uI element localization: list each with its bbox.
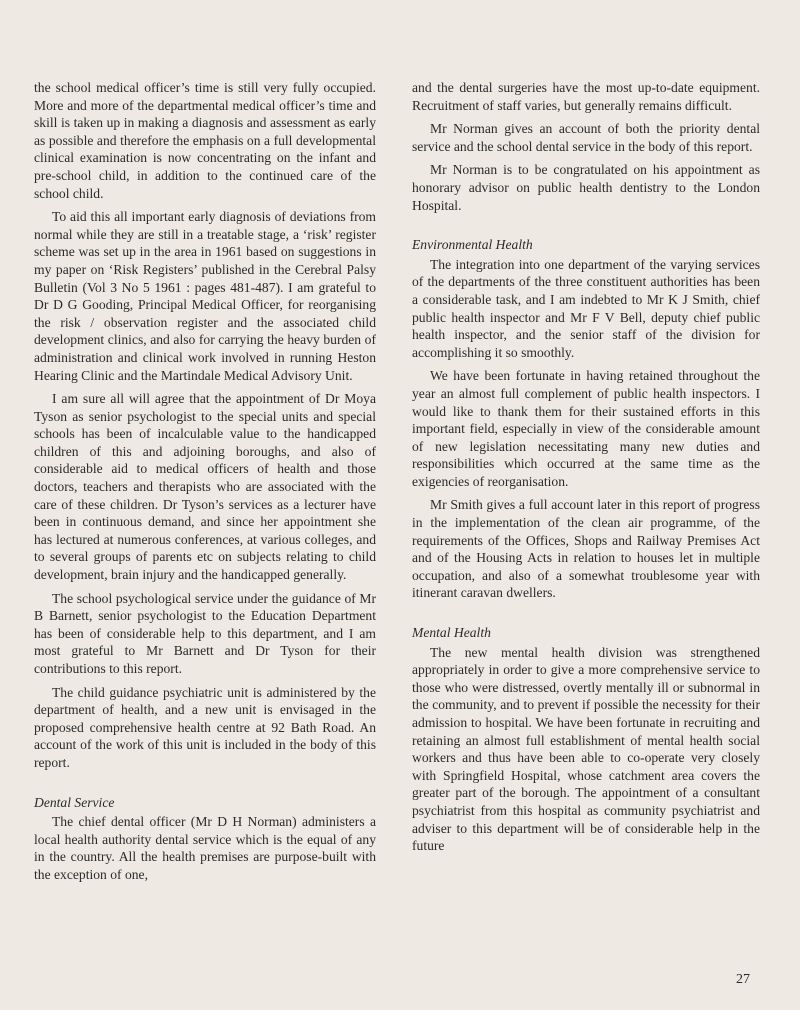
paragraph: Mr Norman gives an account of both the priority dental service and the school dental service in the body of this report. <box>412 121 760 154</box>
section-heading-dental: Dental Service <box>34 794 115 810</box>
paragraph: We have been fortunate in having retained throughout the year an almost full complement of public health inspectors. I would like to thank them for their sustained efforts in this important field, especially in view of the considerable amount of new legislation necessitating many new duties and responsibilities which occurred at the same time as the exigencies of reorganisation. <box>412 368 760 489</box>
section-heading-environmental: Environmental Health <box>412 237 533 253</box>
paragraph: The chief dental officer (Mr D H Norman) administers a local health authority dental service which is the equal of any in the country. All the health premises are purpose-built with the exception of one, <box>34 814 376 882</box>
paragraph: To aid this all important early diagnosis of deviations from normal while they are still in a treatable stage, a ‘risk’ register scheme was set up in the area in 1961 based on suggestions in my paper on ‘Risk Registers’ published in the Cerebral Palsy Bulletin (Vol 3 No 5 1961 : pages 481-487). I am grateful to Dr D G Gooding, Principal Medical Officer, for reorganising the risk / observation register and the associated child development clinics, and also for carrying the heavy burden of administration and clinical work involved in running Heston Hearing Clinic and the Martindale Medical Advisory Unit. <box>34 209 376 383</box>
paragraph: The child guidance psychiatric unit is administered by the department of health, and a new unit is envisaged in the proposed comprehensive health centre at 92 Bath Road. An account of the work of this unit is included in the body of this report. <box>34 684 376 770</box>
paragraph: Mr Smith gives a full account later in this report of progress in the implementation of the clean air programme, of the requirements of the Offices, Shops and Railway Premises Act and of the Housing Acts in relation to houses let in multiple occupation, and also of a somewhat troublesome year with itinerant caravan dwellers. <box>412 497 760 601</box>
paragraph: and the dental surgeries have the most up-to-date equipment. Recruitment of staff varies, but generally remains difficult. <box>412 80 760 113</box>
right-column <box>412 79 760 861</box>
section-heading-mental: Mental Health <box>412 625 491 641</box>
left-column <box>34 79 376 890</box>
paragraph: the school medical officer’s time is still very fully occupied. More and more of the departmental medical officer’s time and skill is taken up in making a diagnosis and assessment as early as possible and therefore the emphasis on a full developmental clinical examination is now concentrating on the infant and pre-school child, in addition to the continued care of the school child. <box>34 80 376 201</box>
paragraph: I am sure all will agree that the appointment of Dr Moya Tyson as senior psychologist to the special units and special schools has been of incalculable value to the handicapped children of this and adjoining boroughs, and also of considerable aid to medical officers of health and those doctors, teachers and therapists who are associated with the care of these children. Dr Tyson’s services as a lecturer have been in continuous demand, and since her appointment she has lectured at numerous conferences, at various colleges, and to several groups of parents etc on subjects relating to child development, brain injury and the handicapped generally. <box>34 391 376 583</box>
paragraph: The integration into one department of the varying services of the departments of the three constituent authorities has been a considerable task, and I am indebted to Mr K J Smith, chief public health inspector and Mr F V Bell, deputy chief public health inspector, and the senior staff of the division for accomplishing it so smoothly. <box>412 256 760 360</box>
page-number: 27 <box>736 972 750 987</box>
paragraph: The school psychological service under the guidance of Mr B Barnett, senior psychologist to the Education Department has been of considerable help to this department, and I am most grateful to Mr Barnett and Dr Tyson for their contributions to this report. <box>34 590 376 676</box>
paragraph: Mr Norman is to be congratulated on his appointment as honorary advisor on public health dentistry to the London Hospital. <box>412 162 760 213</box>
paragraph: The new mental health division was strengthened appropriately in order to give a more comprehensive service to those who were distressed, overtly mentally ill or subnormal in the community, and to prevent if possible the necessity for their admission to hospital. We have been fortunate in recruiting and retaining an almost full establishment of mental health social workers and thus have been able to co-operate very closely with Springfield Hospital, whose catchment area covers the greater part of the borough. The appointment of a consultant psychiatrist from this hospital as community psychiatrist and adviser to this department will be of considerable help in the future <box>412 644 760 854</box>
